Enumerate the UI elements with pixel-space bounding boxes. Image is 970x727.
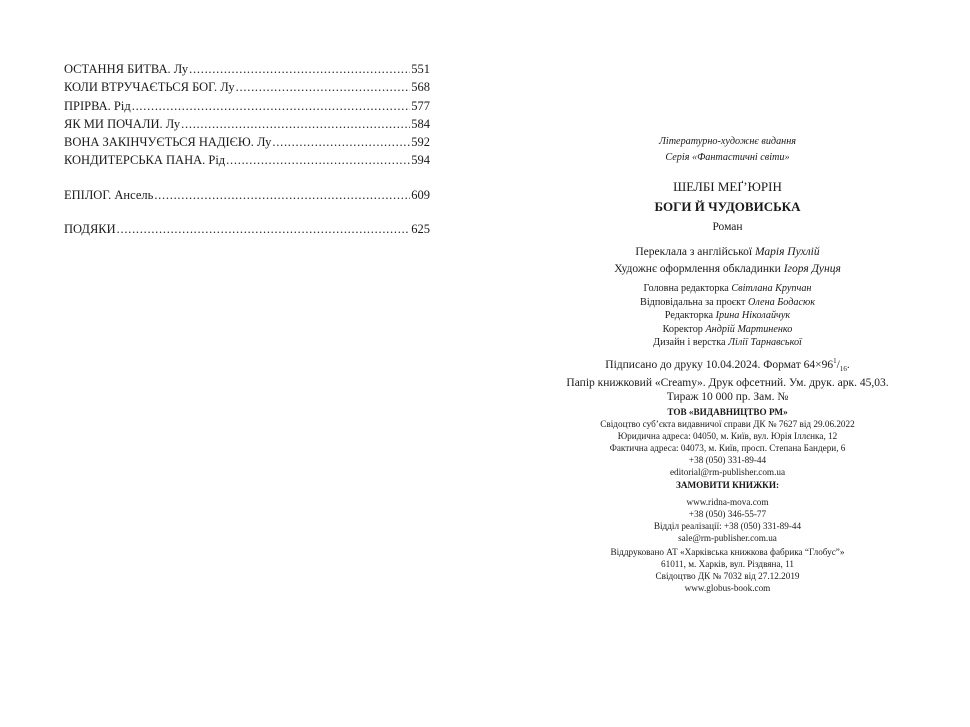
credits-block xyxy=(485,245,970,276)
format-period: . xyxy=(846,358,850,371)
toc-entry-title: ЯК МИ ПОЧАЛИ. Лу xyxy=(64,116,181,131)
toc-entry xyxy=(64,153,430,171)
paper-line: Папір книжковий «Creamy». Друк офсетний. Ум. друк. арк. 45,03. xyxy=(566,377,889,390)
staff-role: Редакторка xyxy=(664,310,714,322)
toc-entry-page: 592 xyxy=(411,135,430,150)
edition-type: Літературно-художнє видання xyxy=(658,136,797,147)
toc-entry-epilogue xyxy=(64,188,430,206)
publisher-line: editorial@rm-publisher.com.ua xyxy=(669,467,786,477)
staff-line xyxy=(485,309,970,323)
translator-label: Переклала з англійської xyxy=(635,246,753,258)
staff-role: Коректор xyxy=(662,323,703,335)
toc-entry-title: КОЛИ ВТРУЧАЄТЬСЯ БОГ. Лу xyxy=(64,80,235,95)
staff-name: Світлана Крупчан xyxy=(731,283,812,294)
publisher-line: Юридична адреса: 04050, м. Київ, вул. Юрія Іллєнка, 12 xyxy=(617,431,838,441)
publisher-line: Свідоцтво суб’єкта видавничої справи ДК № 7627 від 29.06.2022 xyxy=(600,419,855,429)
staff-name: Андрій Мартиненко xyxy=(705,323,793,335)
toc-spacer xyxy=(64,206,430,222)
toc-entry xyxy=(64,80,430,98)
toc-entry xyxy=(64,135,430,153)
toc-entry-page: 577 xyxy=(411,98,430,113)
order-line: Відділ реалізації: +38 (050) 331-89-44 xyxy=(653,521,802,531)
staff-line xyxy=(485,282,970,296)
translator-name: Марія Пухлій xyxy=(754,246,820,258)
title-block xyxy=(485,179,970,234)
toc-entry-title: ПРІРВА. Рід xyxy=(64,98,131,113)
toc-entry-title: ВОНА ЗАКІНЧУЄТЬСЯ НАДІЄЮ. Лу xyxy=(64,135,272,150)
publisher-block xyxy=(485,406,970,478)
staff-name: Лілії Тарнавської xyxy=(728,337,802,349)
toc-entry-page: 594 xyxy=(411,153,430,168)
printer-line: Віддруковано АТ «Харківська книжкова фабрика “Глобус”» xyxy=(610,547,845,557)
toc-entry xyxy=(64,62,430,80)
table-of-contents xyxy=(64,62,430,240)
toc-entry-title: ЕПІЛОГ. Ансель xyxy=(64,187,154,202)
toc-entry-page: 625 xyxy=(411,222,430,237)
order-line: www.ridna-mova.com xyxy=(686,497,769,507)
print-signed-text: Підписано до друку 10.04.2024. Формат 64×96 xyxy=(605,358,834,371)
cover-label: Художнє оформлення обкладинки xyxy=(614,263,781,275)
print-run-line: Тираж 10 000 пр. Зам. № xyxy=(666,391,789,404)
cover-artist-name: Ігоря Дунця xyxy=(783,263,841,275)
publisher-line: +38 (050) 331-89-44 xyxy=(688,455,767,465)
printer-line: www.globus-book.com xyxy=(684,583,771,593)
toc-entry-title: ОСТАННЯ БИТВА. Лу xyxy=(64,62,189,76)
publisher-name: ТОВ «ВИДАВНИЦТВО РМ» xyxy=(667,407,788,417)
toc-entry-title: ПОДЯКИ xyxy=(64,222,116,237)
toc-entry xyxy=(64,99,430,117)
edition-block xyxy=(485,135,970,164)
staff-line xyxy=(485,336,970,350)
format-denominator: 16 xyxy=(839,365,847,374)
publisher-line: Фактична адреса: 04073, м. Київ, просп. Степана Бандери, 6 xyxy=(609,443,846,453)
series-name: Серія «Фантастичні світи» xyxy=(665,151,790,163)
toc-spacer xyxy=(64,172,430,188)
toc-leader-dots xyxy=(236,80,411,95)
toc-leader-dots xyxy=(117,222,411,237)
staff-role: Відповідальна за проєкт xyxy=(640,296,746,308)
toc-entry-page: 609 xyxy=(411,187,430,202)
printer-line: 61011, м. Харків, вул. Різдвяна, 11 xyxy=(661,559,794,569)
author-name: ШЕЛБІ МЕҐ’ЮРІН xyxy=(673,179,782,194)
print-signed-line xyxy=(485,354,970,376)
right-page xyxy=(485,0,970,727)
print-details-block xyxy=(485,354,970,404)
staff-block xyxy=(485,282,970,350)
staff-role: Головна редакторка xyxy=(643,283,729,294)
toc-entry-page: 551 xyxy=(411,62,430,76)
order-line: +38 (050) 346-55-77 xyxy=(688,509,767,519)
order-block xyxy=(485,479,970,544)
book-genre: Роман xyxy=(712,221,743,233)
printer-block xyxy=(485,546,970,594)
toc-leader-dots xyxy=(132,99,411,114)
staff-line xyxy=(485,323,970,337)
cover-credit xyxy=(485,262,970,276)
staff-name: Ірина Ніколайчук xyxy=(715,310,791,322)
toc-entry xyxy=(64,117,430,135)
book-title: БОГИ Й ЧУДОВИСЬКА xyxy=(654,199,801,214)
toc-entry-page: 568 xyxy=(411,80,430,95)
format-slash: / xyxy=(836,358,840,371)
toc-entry-page: 584 xyxy=(411,116,430,131)
order-heading: ЗАМОВИТИ КНИЖКИ: xyxy=(675,480,780,490)
toc-leader-dots xyxy=(189,62,410,77)
toc-leader-dots xyxy=(154,188,410,203)
staff-role: Дизайн і верстка xyxy=(653,337,726,349)
order-line: sale@rm-publisher.com.ua xyxy=(678,533,777,543)
staff-name: Олена Бодасюк xyxy=(748,296,815,308)
toc-leader-dots xyxy=(226,153,410,168)
format-numerator: 1 xyxy=(833,357,837,365)
translator-credit xyxy=(485,245,970,259)
toc-entry-thanks xyxy=(64,222,430,240)
staff-line xyxy=(485,296,970,310)
toc-entry-title: КОНДИТЕРСЬКА ПАНА. Рід xyxy=(64,153,226,168)
toc-leader-dots xyxy=(272,135,410,150)
printer-line: Свідоцтво ДК № 7032 від 27.12.2019 xyxy=(655,571,800,581)
toc-leader-dots xyxy=(181,117,410,132)
